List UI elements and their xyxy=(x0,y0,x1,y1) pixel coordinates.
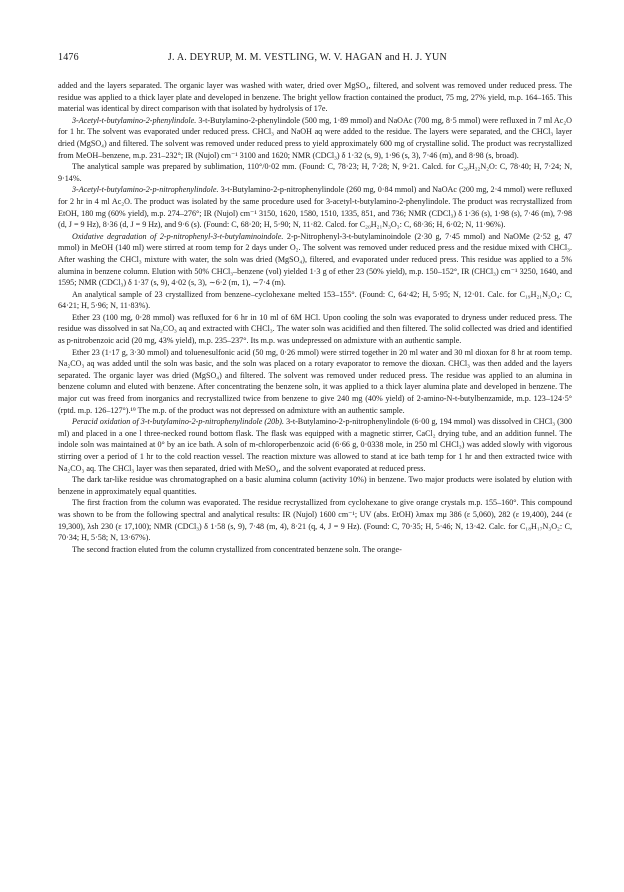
paragraph xyxy=(58,544,572,556)
paragraph xyxy=(58,289,572,312)
paragraph xyxy=(58,312,572,347)
section-lead: 3-Acetyl-t-butylamino-2-p-nitrophenylindole. xyxy=(72,185,219,195)
paragraph-text: The dark tar-like residue was chromatographed on a basic alumina column (activity 10%) in benzene. Two major products were isolated by elution with benzene in approximately equal quantities. xyxy=(58,475,572,496)
paragraph xyxy=(58,184,572,230)
paragraph-text: 3-t-Butylamino-2-p-nitrophenylindole (260 mg, 0·84 mmol) and NaOAc (200 mg, 2·4 mmol) were refluxed for 2 hr in 4 ml Ac₂O. The product was isolated by the same procedure used for 3-acetyl-t-butylamino-2-phenylindole. The product was recrystallized from EtOH, 180 mg (60% yield), m.p. 274–276°; IR (Nujol) cm⁻¹ 3150, 1620, 1580, 1510, 1335, 851, and 736; NMR (CDCl₃) δ 1·36 (s), 1·98 (s), 7·46 (m), 7·98 (d, J = 9 Hz), 8·36 (d, J = 9 Hz), and 9·6 (s). (Found: C, 68·20; H, 5·90; N, 11·82. Calcd. for C₂₀H₂₁N₃O₃: C, 68·36; H, 6·02; N, 11·96%). xyxy=(58,185,572,230)
paragraph xyxy=(58,347,572,417)
paragraph-text: Ether 23 (100 mg, 0·28 mmol) was refluxed for 6 hr in 10 ml of 6M HCl. Upon cooling the soln was evaporated to dryness under reduced press. The residue was dissolved in sat Na₂CO₃ aq and extracted with CHCl₃. The water soln was acidified and then filtered. The solid collected was dried and identified as p-nitrobenzoic acid (20 mg, 43% yield), m.p. 235–237°. Its m.p. was undepressed on admixture with an authentic sample. xyxy=(58,312,572,346)
paragraph xyxy=(58,231,572,289)
article-body xyxy=(58,80,572,555)
paragraph-text: The analytical sample was prepared by sublimation, 110°/0·02 mm. (Found: C, 78·23; H, 7·28; N, 9·21. Calcd. for C₂₀H₂₂N₂O: C, 78·40; H, 7·24; N, 9·14%. xyxy=(58,162,572,183)
paragraph xyxy=(58,416,572,474)
section-lead: Oxidative degradation of 2-p-nitrophenyl-3-t-butylaminoindole. xyxy=(72,231,284,241)
paragraph xyxy=(58,80,572,115)
section-lead: Peracid oxidation of 3-t-butylamino-2-p-nitrophenylindole (20b). xyxy=(72,417,284,427)
paragraph xyxy=(58,474,572,497)
paragraph xyxy=(58,497,572,543)
paragraph-text: 3-t-Butylamino-2-phenylindole (500 mg, 1·89 mmol) and NaOAc (700 mg, 8·5 mmol) were refluxed in 7 ml Ac₂O for 1 hr. The solvent was evaporated under reduced press. CHCl₃ and NaOH aq were added to the residue. The layers were separated, and the CHCl₃ layer dried (MgSO₄) and filtered. The solvent was removed under reduced press to yield approximately 600 mg of crystalline solid. The product was recrystallized from MeOH–benzene, m.p. 231–232°; IR (Nujol) cm⁻¹ 3100 and 1620; NMR (CDCl₃) δ 1·32 (s, 9), 1·96 (s, 3), 7·46 (m), and 8·98 (s, broad). xyxy=(58,115,572,160)
paragraph-text: added and the layers separated. The organic layer was washed with water, dried over MgSO₄, filtered, and solvent was removed under reduced press. The residue was applied to a thick layer plate and developed in benzene. The bright yellow fraction contained the product, 75 mg, 27% yield, m.p. 164–165. This material was identical by direct comparison with that isolated by hydrolysis of 17e. xyxy=(58,81,572,114)
paragraph-text: Ether 23 (1·17 g, 3·30 mmol) and toluenesulfonic acid (50 mg, 0·26 mmol) were stirred together in 20 ml water and 30 ml dioxan for 8 hr at room temp. Na₂CO₃ aq was added until the soln was basic, and the soln was placed on a rotary evaporator to remove the dioxan. CHCl₃ was then added and the layers separated. The organic layer was dried (MgSO₄) and filtered. The solvent was removed under reduced press. The residue was applied to an alumina in benzene column and eluted with benzene. After concentrating the benzene soln, it was applied to a thick layer alumina plate and developed in benzene. The major cut was freed from inorganics and recrystallized twice from benzene to give 240 mg (40% yield) of 2-amino-N-t-butylbenzamide, m.p. 123–124·5° (rptd. m.p. 126–127°).¹⁹ The m.p. of the product was not depressed on admixture with an authentic sample. xyxy=(58,347,572,415)
paragraph xyxy=(58,161,572,184)
paragraph xyxy=(58,115,572,161)
paragraph-text: 3-t-Butylamino-2-p-nitrophenylindole (6·00 g, 194 mmol) was dissolved in CHCl₃ (300 ml) and placed in a one l three-necked round bottom flask. The flask was equipped with a magnetic stirrer, CaCl₂ drying tube, and an addition funnel. The indole soln was maintained at 0° by an ice bath. A soln of m-chloroperbenzoic acid (6·66 g, 0·0338 mole, in 250 ml CHCl₃) was added slowly with vigorous stirring over a period of 1 hr to the cold reaction vessel. The reaction mixture was allowed to stand at ice bath temp for 1 hr and then extracted twice with Na₂CO₃ aq. The CHCl₃ layer was then separated, dried with MeSO₄, and the solvent evaporated at reduced press. xyxy=(58,417,573,473)
page xyxy=(58,52,572,555)
running-header xyxy=(58,52,572,63)
section-lead: 3-Acetyl-t-butylamino-2-phenylindole. xyxy=(72,115,197,125)
paragraph-text: An analytical sample of 23 crystallized from benzene–cyclohexane melted 153–155°. (Found: C, 64·42; H, 5·95; N, 12·01. Calc. for C₁₉H₂₁N₃O₄: C, 64·21; H, 5·96; N, 11·83%). xyxy=(58,289,572,311)
paragraph-text: 2-p-Nitrophenyl-3-t-butylaminoindole (2·30 g, 7·45 mmol) and NaOMe (2·52 g, 47 mmol) in MeOH (140 ml) were stirred at room temp for 2 days under O₂. The solvent was removed under reduced press and the residue mixed with CHCl₃. After washing the CHCl₃ mixture with water, the soln was dried (MgSO₄), filtered, and evaporated under reduced press. This residue was applied to a 5% alumina in benzene column. Elution with 50% CHCl₃–benzene (vol) yielded 1·3 g of ether 23 (50% yield), m.p. 150–152°, IR (CHCl₃) cm⁻¹ 3250, 1640, and 1595; NMR (CDCl₃) δ 1·37 (s, 9), 4·02 (s, 3), ∼6·2 (m, 1), ∼7·4 (m). xyxy=(58,231,572,288)
page-number: 1476 xyxy=(58,52,79,63)
running-title: J. A. DEYRUP, M. M. VESTLING, W. V. HAGAN and H. J. YUN xyxy=(167,52,447,63)
paragraph-text: The first fraction from the column was evaporated. The residue recrystallized from cyclohexane to give orange crystals m.p. 155–160°. This compound was shown to be from the following spectral and analytical results: IR (Nujol) 1600 cm⁻¹; UV (abs. EtOH) λmax mμ 386 (ε 5,060), 282 (ε 19,400), 244 (ε 19,300), λsh 230 (ε 17,100); NMR (CDCl₃) δ 1·58 (s, 9), 7·48 (m, 4), 8·21 (q, 4, J = 9 Hz). (Found: C, 70·35; H, 5·46; N, 13·42. Calc. for C₁₈H₁₇N₃O₂: C, 70·34; H, 5·58; N, 13·67%). xyxy=(58,498,572,543)
paragraph-text: The second fraction eluted from the column crystallized from concentrated benzene soln. The orange- xyxy=(72,544,402,554)
